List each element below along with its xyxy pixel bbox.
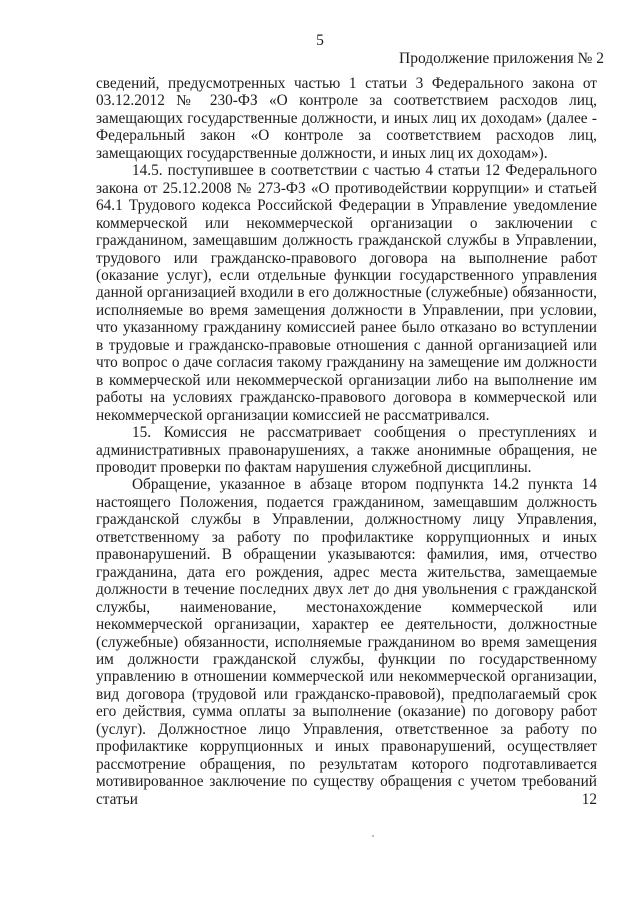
scan-speck [372, 835, 374, 837]
paragraph-15: 15. Комиссия не рассматривает сообщения о преступлениях и административных правонарушениях, а также анонимные обращения, не проводит проверки по фактам нарушения служебной дисциплины. [96, 424, 597, 476]
appendix-continuation-note: Продолжение приложения № 2 [399, 50, 604, 67]
document-body [96, 75, 597, 808]
paragraph-14-5: 14.5. поступившее в соответствии с частью 4 статьи 12 Федерального закона от 25.12.2008 № 273-ФЗ «О противодействии коррупции» и статьей 64.1 Трудового кодекса Российской Федерации в Управление уведомление коммерческой или некоммерческой организации о заключении с гражданином, замещавшим должность гражданской службы в Управлении, трудового или гражданско-правового договора на выполнение работ (оказание услуг), если отдельные функции государственного управления данной организацией входили в его должностные (служебные) обязанности, исполняемые во время замещения должности в Управлении, при условии, что указанному гражданину комиссией ранее было отказано во вступлении в трудовые и гражданско-правовые отношения с данной организацией или что вопрос о даче согласия такому гражданину на замещение им должности в коммерческой или некоммерческой организации либо на выполнение им работы на условиях гражданско-правового договора в коммерческой или некоммерческой организации комиссией не рассматривался. [96, 162, 597, 424]
page-number: 5 [316, 32, 324, 49]
paragraph-appeal: Обращение, указанное в абзаце втором подпункта 14.2 пункта 14 настоящего Положения, подается гражданином, замещавшим должность гражданской службы в Управлении, должностному лицу Управления, ответственному за работу по профилактике коррупционных и иных правонарушений. В обращении указываются: фамилия, имя, отчество гражданина, дата его рождения, адрес места жительства, замещаемые должности в течение последних двух лет до дня увольнения с гражданской службы, наименование, местонахождение коммерческой или некоммерческой организации, характер ее деятельности, должностные (служебные) обязанности, исполняемые гражданином во время замещения им должности гражданской службы, функции по государственному управлению в отношении коммерческой или некоммерческой организации, вид договора (трудовой или гражданско-правовой), предполагаемый срок его действия, сумма оплаты за выполнение (оказание) по договору работ (услуг). Должностное лицо Управления, ответственное за работу по профилактике коррупционных и иных правонарушений, осуществляет рассмотрение обращения, по результатам которого подготавливается мотивированное заключение по существу обращения с учетом требований статьи 12 [96, 476, 597, 808]
paragraph-law-reference: сведений, предусмотренных частью 1 статьи 3 Федерального закона от 03.12.2012 № 230-ФЗ «О контроле за соответствием расходов лиц, замещающих государственные должности, и иных лиц их доходам» (далее - Федеральный закон «О контроле за соответствием расходов лиц, замещающих государственные должности, и иных лиц их доходам»). [96, 75, 597, 162]
